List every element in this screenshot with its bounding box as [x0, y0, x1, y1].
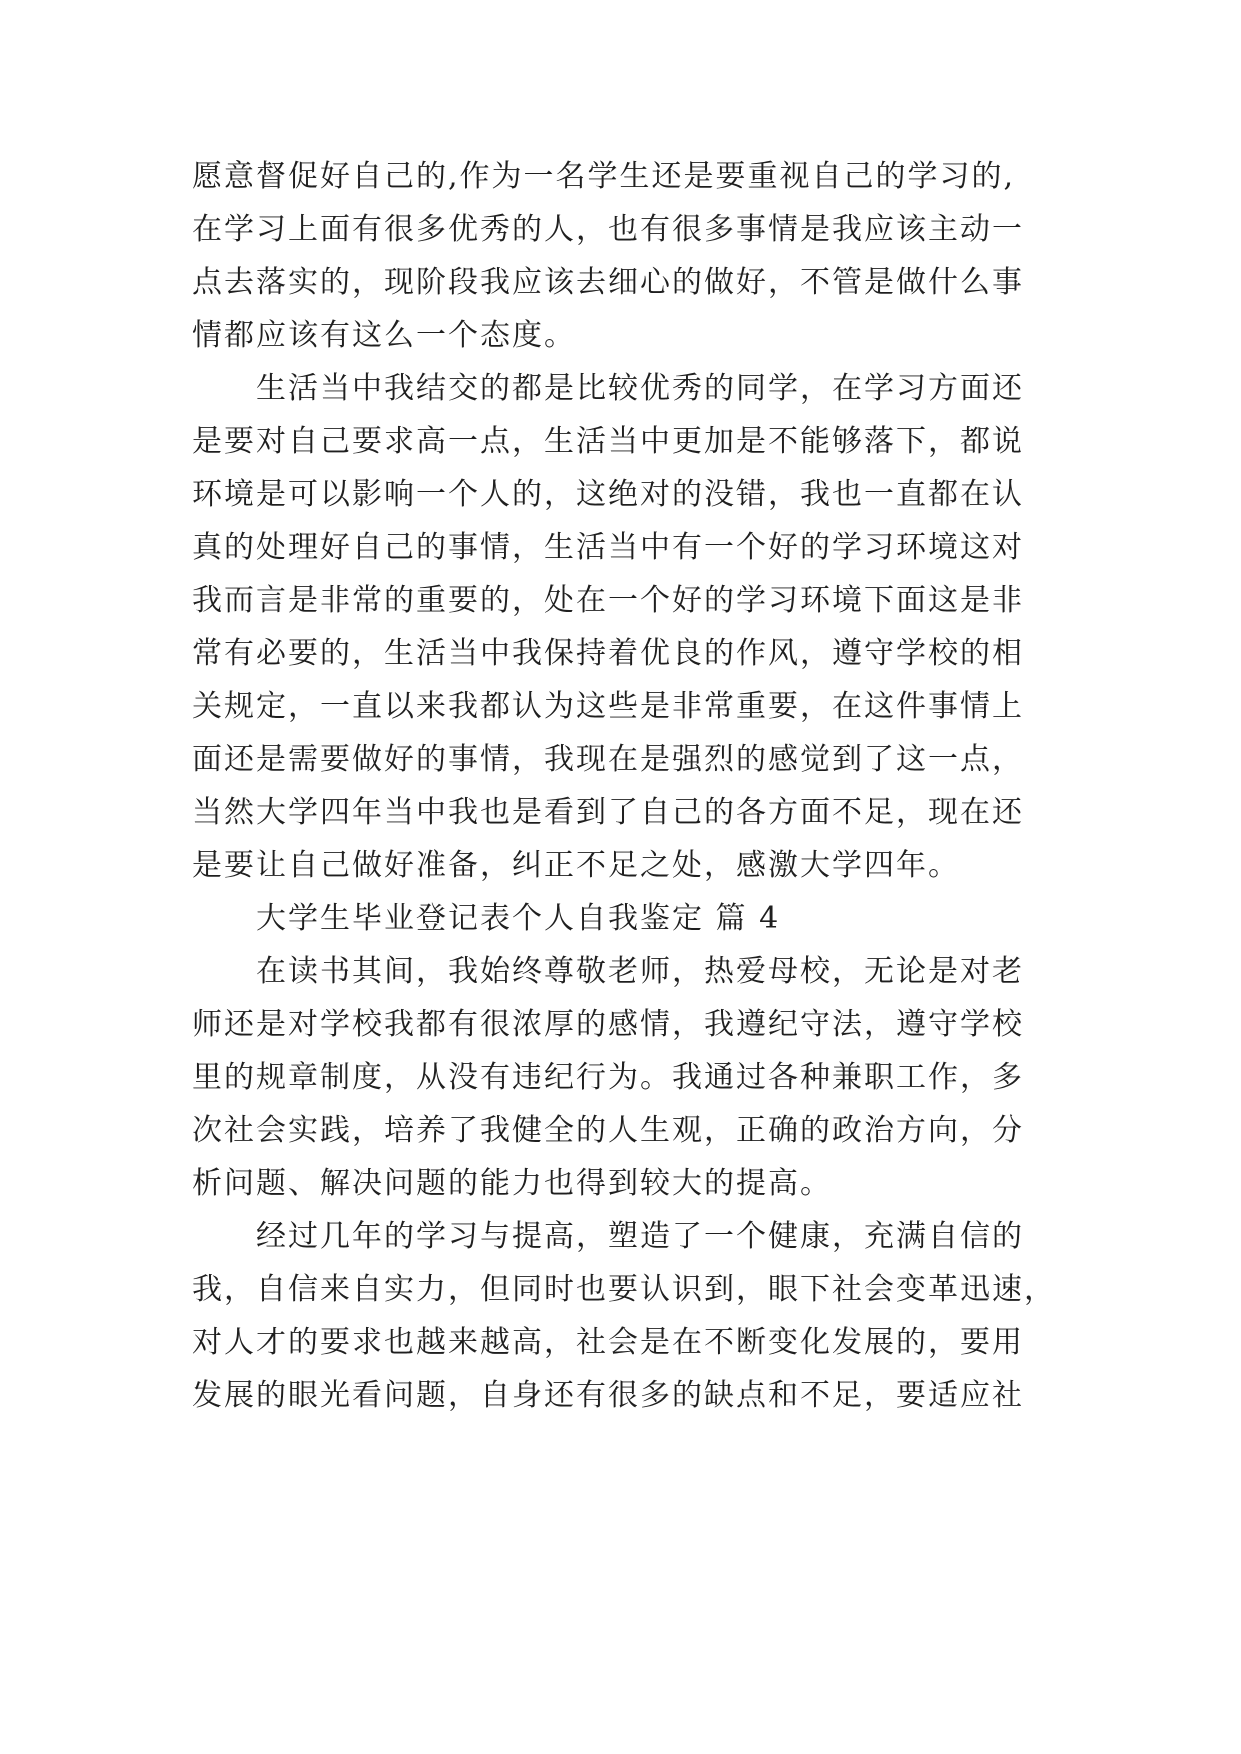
- text-line: 点去落实的，现阶段我应该去细心的做好，不管是做什么事: [192, 265, 1024, 300]
- text-line: 愿意督促好自己的,作为一名学生还是要重视自己的学习的,: [192, 159, 1016, 194]
- text-line: 真的处理好自己的事情，生活当中有一个好的学习环境这对: [192, 530, 1024, 565]
- text-line: 析问题、解决问题的能力也得到较大的提高。: [192, 1166, 832, 1201]
- text-line: 次社会实践，培养了我健全的人生观，正确的政治方向，分: [192, 1113, 1024, 1148]
- text-line: 情都应该有这么一个态度。: [192, 318, 576, 353]
- text-line: 里的规章制度，从没有违纪行为。我通过各种兼职工作，多: [192, 1060, 1024, 1095]
- text-line: 对人才的要求也越来越高，社会是在不断变化发展的，要用: [192, 1325, 1024, 1360]
- text-line: 关规定，一直以来我都认为这些是非常重要，在这件事情上: [192, 689, 1024, 724]
- paragraph-first-line: 生活当中我结交的都是比较优秀的同学，在学习方面还: [256, 371, 1024, 406]
- text-line: 发展的眼光看问题，自身还有很多的缺点和不足，要适应社: [192, 1378, 1024, 1413]
- text-line: 当然大学四年当中我也是看到了自己的各方面不足，现在还: [192, 795, 1024, 830]
- paragraph-first-line: 经过几年的学习与提高，塑造了一个健康，充满自信的: [256, 1219, 1024, 1254]
- text-line: 面还是需要做好的事情，我现在是强烈的感觉到了这一点，: [192, 742, 1024, 777]
- text-line: 在学习上面有很多优秀的人，也有很多事情是我应该主动一: [192, 212, 1024, 247]
- text-line: 我而言是非常的重要的，处在一个好的学习环境下面这是非: [192, 583, 1024, 618]
- text-line: 师还是对学校我都有很浓厚的感情，我遵纪守法，遵守学校: [192, 1007, 1024, 1042]
- text-line: 常有必要的，生活当中我保持着优良的作风，遵守学校的相: [192, 636, 1024, 671]
- section-heading: 大学生毕业登记表个人自我鉴定 篇 4: [256, 901, 781, 936]
- text-line: 是要对自己要求高一点，生活当中更加是不能够落下，都说: [192, 424, 1024, 459]
- text-line: 环境是可以影响一个人的，这绝对的没错，我也一直都在认: [192, 477, 1024, 512]
- paragraph-first-line: 在读书其间，我始终尊敬老师，热爱母校，无论是对老: [256, 954, 1024, 989]
- text-line: 我，自信来自实力，但同时也要认识到，眼下社会变革迅速，: [192, 1272, 1056, 1307]
- text-line: 是要让自己做好准备，纠正不足之处，感激大学四年。: [192, 848, 960, 883]
